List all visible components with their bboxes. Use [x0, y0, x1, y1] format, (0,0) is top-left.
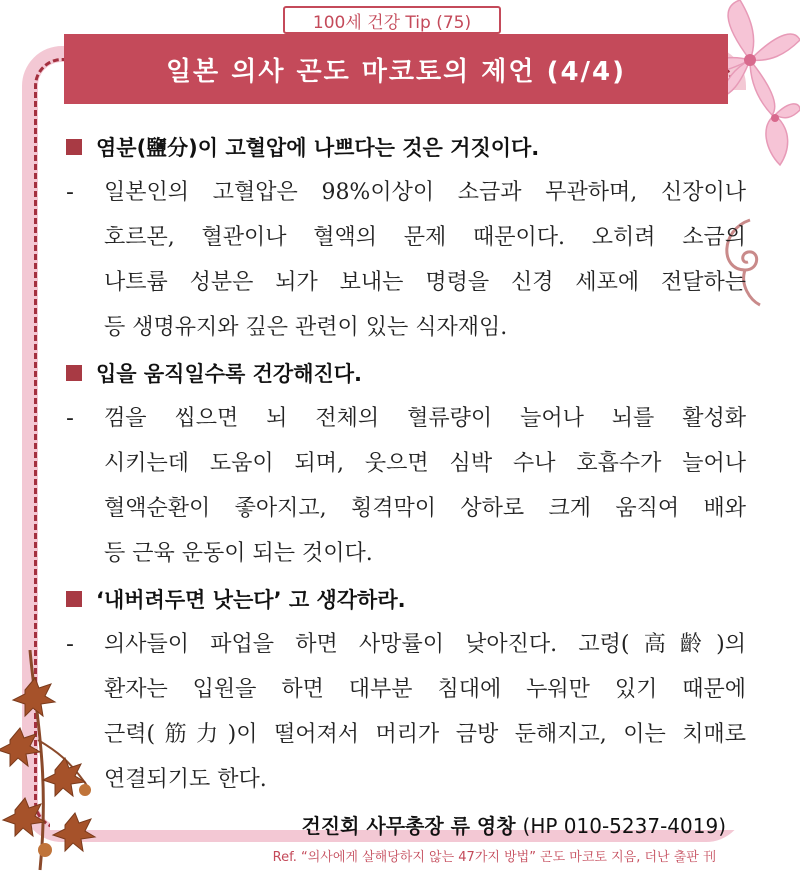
body-line: 껌을 씹으면 뇌 전체의 혈류량이 늘어나 뇌를 활성화 — [104, 406, 746, 431]
section-body — [66, 396, 746, 576]
reference-note: Ref. “의사에게 살해당하지 않는 47가지 방법” 곤도 마코토 지음, 더난 출판 刊 — [272, 850, 716, 865]
dash-marker: - — [66, 632, 74, 657]
dash-marker: - — [66, 406, 74, 431]
author-signature — [301, 810, 726, 839]
body-line: 호르몬, 혈관이나 혈액의 문제 때문이다. 오히려 소금의 — [104, 225, 746, 250]
body-line: 환자는 입원을 하면 대부분 침대에 누워만 있기 때문에 — [104, 677, 746, 702]
section-leave-alone — [66, 584, 746, 802]
body-line: 일본인의 고혈압은 98%이상이 소금과 무관하며, 신장이나 — [104, 180, 746, 205]
section-salt — [66, 132, 746, 350]
dash-marker: - — [66, 180, 74, 205]
section-heading-text: 염분(鹽分)이 고혈압에 나쁘다는 것은 거짓이다. — [96, 136, 540, 160]
tip-number-tag: 100세 건강 Tip (75) — [283, 6, 501, 34]
section-mouth — [66, 358, 746, 576]
body-line: 근력(筋力)이 떨어져서 머리가 금방 둔해지고, 이는 치매로 — [104, 722, 746, 747]
section-heading — [66, 584, 746, 614]
body-line: 혈액순환이 좋아지고, 횡격막이 상하로 크게 움직여 배와 — [104, 496, 746, 521]
body-line: 등 근육 운동이 되는 것이다. — [104, 541, 373, 566]
section-heading — [66, 358, 746, 388]
square-bullet-icon — [66, 591, 82, 607]
section-body — [66, 170, 746, 350]
body-line: 연결되기도 한다. — [104, 767, 267, 792]
square-bullet-icon — [66, 365, 82, 381]
body-line: 의사들이 파업을 하면 사망률이 낮아진다. 고령(高齡)의 — [104, 632, 746, 657]
section-body — [66, 622, 746, 802]
section-heading — [66, 132, 746, 162]
section-heading-text: 입을 움직일수록 건강해진다. — [96, 362, 363, 386]
author-name: 건진회 사무총장 류 영창 — [301, 814, 516, 838]
body-line: 시키는데 도움이 되며, 웃으면 심박 수나 호흡수가 늘어나 — [104, 451, 746, 476]
section-heading-text: ‘내버려두면 낫는다’ 고 생각하라. — [96, 588, 406, 612]
author-phone: (HP 010-5237-4019) — [522, 814, 726, 838]
page-title: 일본 의사 곤도 마코토의 제언 (4/4) — [64, 34, 728, 104]
square-bullet-icon — [66, 139, 82, 155]
body-line: 나트륨 성분은 뇌가 보내는 명령을 신경 세포에 전달하는 — [104, 270, 746, 295]
body-line: 등 생명유지와 깊은 관련이 있는 식자재임. — [104, 315, 508, 340]
